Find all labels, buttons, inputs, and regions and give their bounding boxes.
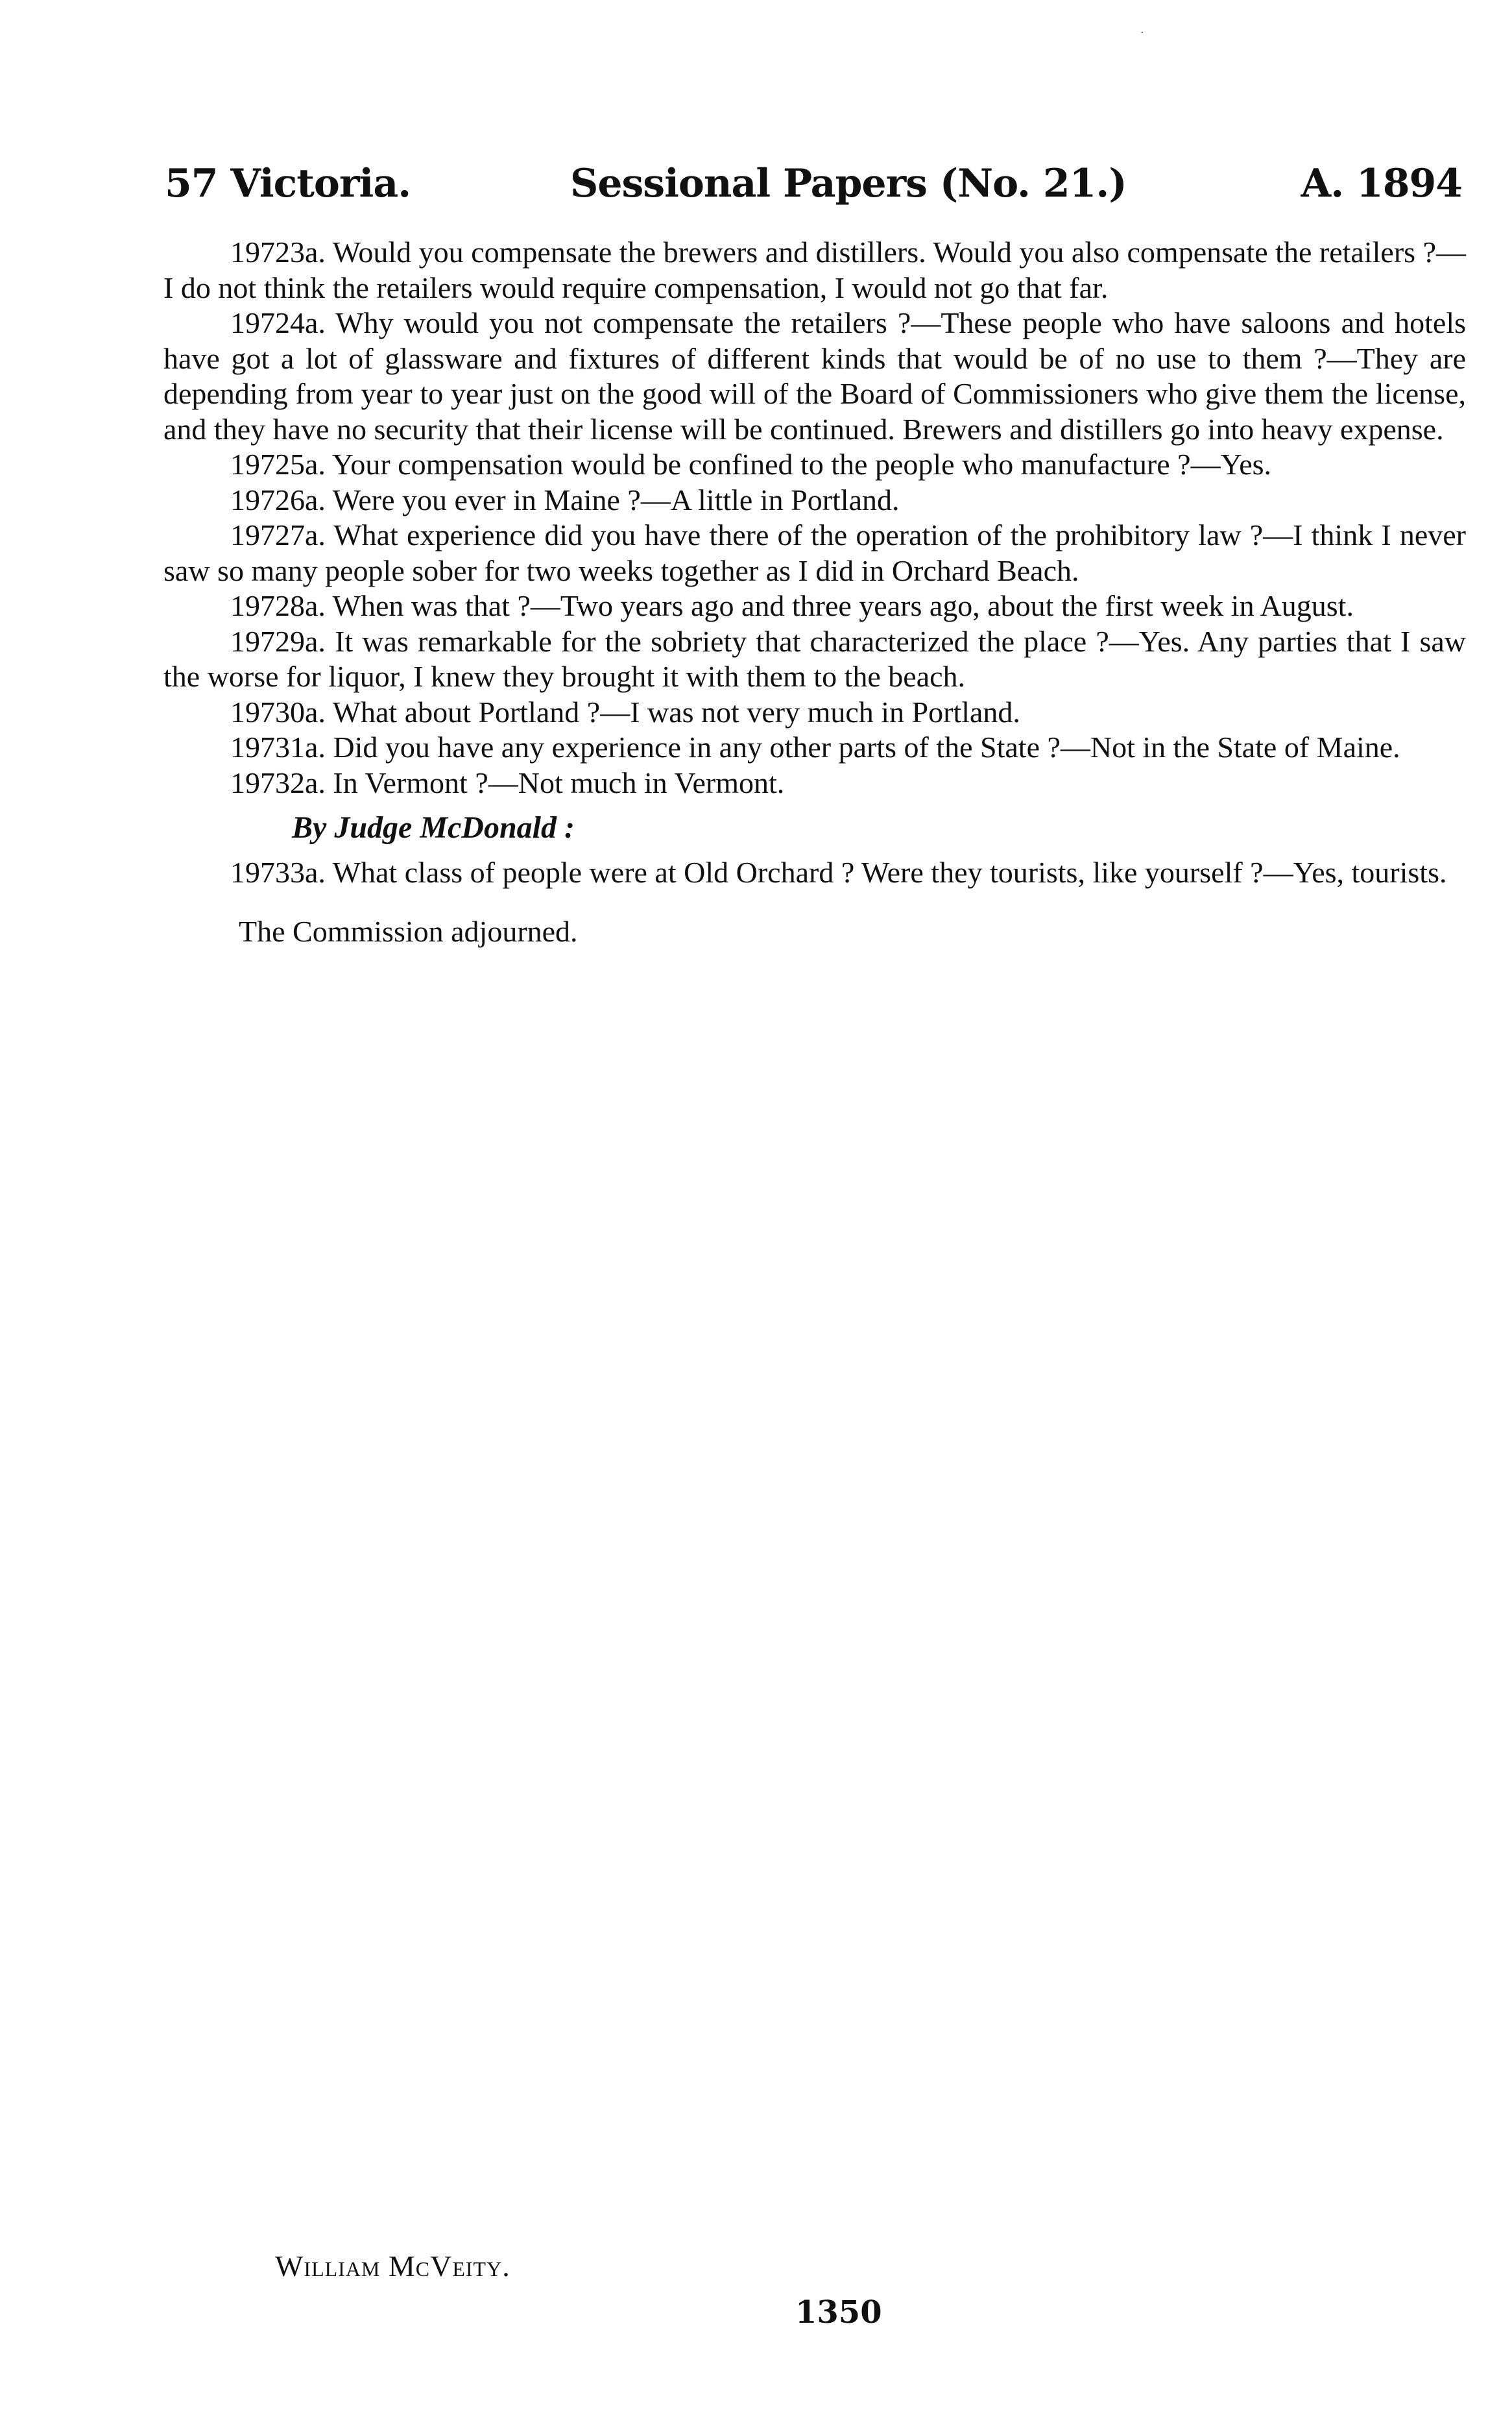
entry-text: What about Portland ?—I was not very much in Portland. (332, 695, 1020, 729)
testimony-entry (163, 766, 1466, 801)
testimony-entry (163, 306, 1466, 447)
header-volume: 57 Victoria. (165, 161, 411, 206)
running-header (165, 161, 1462, 213)
entry-text: When was that ?—Two years ago and three years ago, about the first week in August. (332, 589, 1354, 622)
testimony-entry (163, 730, 1466, 766)
entry-text: In Vermont ?—Not much in Vermont. (333, 766, 785, 799)
print-speck: · (1140, 26, 1144, 40)
testimony-entry (163, 518, 1466, 588)
entry-text: Would you compensate the brewers and distillers. Would you also compensate the retailers ?—I do not think the retailers would require compensation, I would not go that far. (163, 236, 1466, 304)
entry-number: 19725a. (230, 448, 326, 481)
entry-number: 19724a. (230, 306, 326, 339)
testimony-entry (163, 588, 1466, 624)
testimony-entry (163, 695, 1466, 731)
entry-text: What class of people were at Old Orchard ? Were they tourists, like yourself ?—Yes, tourists. (332, 856, 1447, 889)
testimony-entry (163, 855, 1466, 891)
entry-number: 19729a. (230, 624, 326, 658)
entry-text: Why would you not compensate the retailers ?—These people who have saloons and hotels have got a lot of glassware and fixtures of different kinds that would be of no use to them ?—They are depending from year to year just on the good will of the Board of Commissioners who give them the license, and they have no security that their license will be continued. Brewers and distillers go into heavy expense. (163, 306, 1467, 446)
entry-number: 19723a. (230, 236, 326, 269)
entry-text: It was remarkable for the sobriety that characterized the place ?—Yes. Any parties that I saw the worse for liquor, I knew they brought it with them to the beach. (163, 624, 1466, 693)
entry-number: 19730a. (230, 695, 326, 729)
entry-text: Your compensation would be confined to the people who manufacture ?—Yes. (331, 448, 1272, 481)
entry-number: 19728a. (230, 589, 326, 622)
witness-signature: William McVeity. (275, 2249, 510, 2283)
adjournment-note: The Commission adjourned. (239, 914, 578, 948)
testimony-entry (163, 624, 1466, 695)
testimony-body (163, 235, 1466, 949)
entry-text: Did you have any experience in any other parts of the State ?—Not in the State of Maine. (333, 731, 1400, 764)
testimony-entry (163, 483, 1466, 518)
testimony-entry (163, 447, 1466, 483)
entry-text: What experience did you have there of the operation of the prohibitory law ?—I think I never saw so many people sober for two weeks together as I did in Orchard Beach. (163, 518, 1466, 587)
examiner-heading: By Judge McDonald : (292, 810, 575, 845)
entry-number: 19731a. (230, 731, 326, 764)
entry-number: 19732a. (230, 766, 326, 799)
entry-text: Were you ever in Maine ?—A little in Portland. (332, 483, 900, 516)
entry-number: 19727a. (230, 518, 326, 551)
page-number: 1350 (795, 2294, 882, 2331)
entry-number: 19726a. (230, 483, 326, 516)
testimony-entry (163, 235, 1466, 306)
header-year: A. 1894 (1301, 161, 1462, 206)
entry-number: 19733a. (230, 856, 326, 889)
header-title: Sessional Papers (No. 21.) (570, 161, 1127, 206)
